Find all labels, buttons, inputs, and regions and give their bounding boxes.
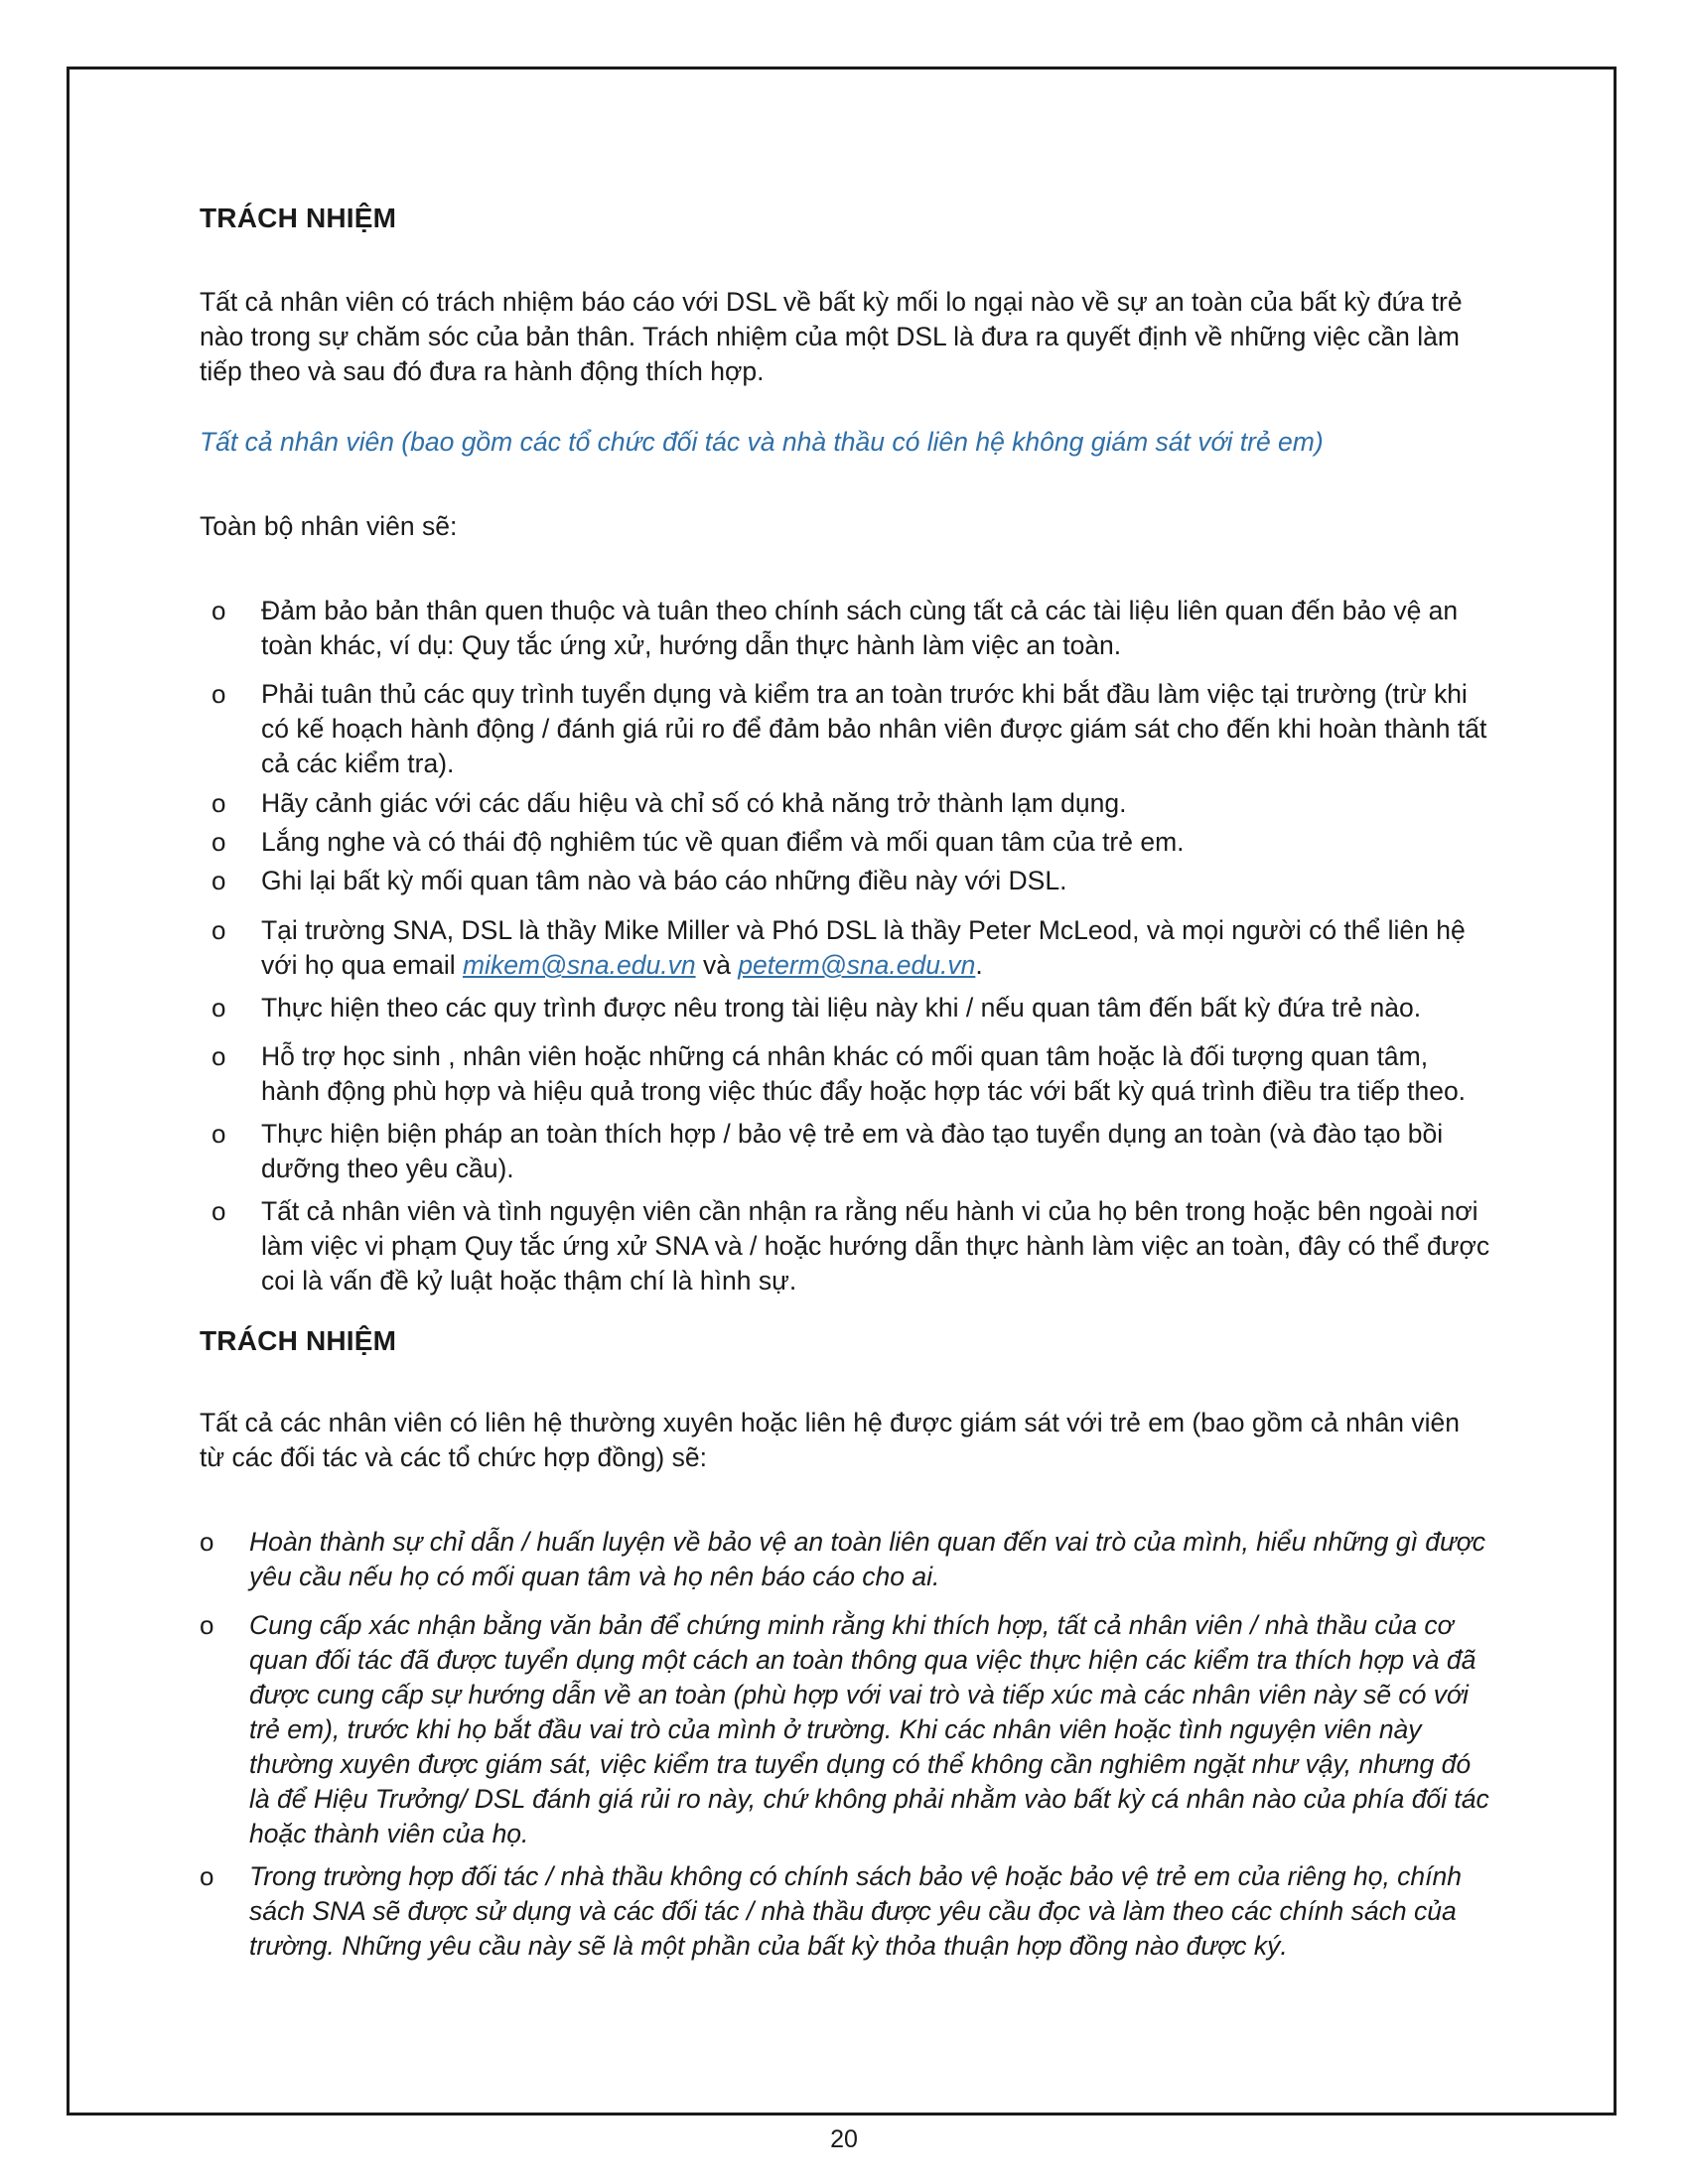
section-title: TRÁCH NHIỆM — [200, 1325, 397, 1356]
subheading-all-staff: Tất cả nhân viên (bao gồm các tổ chức đối tác và nhà thầu có liên hệ không giám sát với trẻ em) — [200, 427, 1324, 457]
list-item — [200, 825, 1490, 860]
bullet-marker: o — [211, 993, 226, 1023]
bullet-marker: o — [211, 866, 226, 895]
list-item-text: Ghi lại bất kỳ mối quan tâm nào và báo cáo những điều này với DSL. — [261, 866, 1067, 895]
page-number: 20 — [830, 2125, 858, 2153]
bullet-marker: o — [211, 596, 226, 625]
bullet-marker: o — [211, 788, 226, 818]
list-item-text: Hoàn thành sự chỉ dẫn / huấn luyện về bảo vệ an toàn liên quan đến vai trò của mình, hiểu những gì được yêu cầu nếu họ có mối quan tâm và họ nên báo cáo cho ai. — [249, 1527, 1486, 1591]
list-item — [200, 786, 1490, 821]
list-item — [200, 864, 1490, 898]
list-item — [200, 1859, 1490, 1964]
list-item-text: Thực hiện biện pháp an toàn thích hợp / bảo vệ trẻ em và đào tạo tuyển dụng an toàn (và đào tạo bồi dưỡng theo yêu cầu). — [261, 1119, 1444, 1183]
bullet-marker: o — [200, 1527, 214, 1557]
bullet-marker: o — [200, 1610, 214, 1640]
bullet-marker: o — [211, 1041, 226, 1071]
document-body — [200, 201, 1490, 1964]
bullet-marker: o — [200, 1861, 214, 1891]
list-item-text: Lắng nghe và có thái độ nghiêm túc về quan điểm và mối quan tâm của trẻ em. — [261, 827, 1185, 857]
contractor-duties-list — [200, 1525, 1490, 1964]
list-item — [200, 1117, 1490, 1186]
list-item — [200, 677, 1490, 781]
paragraph-intro: Tất cả nhân viên có trách nhiệm báo cáo với DSL về bất kỳ mối lo ngại nào về sự an toàn của bất kỳ đứa trẻ nào trong sự chăm sóc của bản thân. Trách nhiệm của một DSL là đưa ra quyết định về những việc cần làm tiếp theo và sau đó đưa ra hành động thích hợp. — [200, 287, 1463, 386]
list-item-text: Thực hiện theo các quy trình được nêu trong tài liệu này khi / nếu quan tâm đến bất kỳ đứa trẻ nào. — [261, 993, 1422, 1023]
bullet-marker: o — [211, 1196, 226, 1226]
list-item-text: Trong trường hợp đối tác / nhà thầu không có chính sách bảo vệ hoặc bảo vệ trẻ em của riêng họ, chính sách SNA sẽ được sử dụng và các đối tác / nhà thầu được yêu cầu đọc và làm theo các chính sách của trường. Những yêu cầu này sẽ là một phần của bất kỳ thỏa thuận hợp đồng nào được ký. — [249, 1861, 1462, 1961]
list-item-text: Cung cấp xác nhận bằng văn bản để chứng minh rằng khi thích hợp, tất cả nhân viên / nhà thầu của cơ quan đối tác đã được tuyển dụng một cách an toàn thông qua việc thực hiện các kiểm tra thích hợp và đã được cung cấp sự hướng dẫn về an toàn (phù hợp với vai trò và tiếp xúc mà các nhân viên này sẽ có với trẻ em), trước khi họ bắt đầu vai trò của mình ở trường. Khi các nhân viên hoặc tình nguyện viên này thường xuyên được giám sát, việc kiểm tra tuyển dụng có thể không cần nghiêm ngặt như vậy, nhưng đó là để Hiệu Trưởng/ DSL đánh giá rủi ro này, chứ không phải nhằm vào bất kỳ cá nhân nào của phía đối tác hoặc thành viên của họ. — [249, 1610, 1489, 1848]
contact-text: Tại trường SNA, DSL là thầy Mike Miller và Phó DSL là thầy Peter McLeod, và mọi người có thể liên hệ với họ qua email — [261, 915, 1466, 980]
email-link-mikem[interactable]: mikem@sna.edu.vn — [462, 950, 696, 980]
bullet-marker: o — [211, 679, 226, 709]
list-item-contact — [200, 913, 1490, 983]
bullet-marker: o — [211, 827, 226, 857]
list-item — [200, 1525, 1490, 1594]
bullet-marker: o — [211, 1119, 226, 1149]
list-item — [200, 1194, 1490, 1298]
section-title: TRÁCH NHIỆM — [200, 203, 397, 233]
list-item — [200, 991, 1490, 1025]
contact-text-end: . — [975, 950, 983, 980]
list-item — [200, 1608, 1490, 1851]
email-link-peterm[interactable]: peterm@sna.edu.vn — [738, 950, 976, 980]
contact-text-between: và — [695, 950, 739, 980]
staff-duties-list — [200, 594, 1490, 1298]
list-item — [200, 1039, 1490, 1109]
list-item-text: Phải tuân thủ các quy trình tuyển dụng và kiểm tra an toàn trước khi bắt đầu làm việc tại trường (trừ khi có kế hoạch hành động / đánh giá rủi ro để đảm bảo nhân viên được giám sát cho đến khi hoàn thành tất cả các kiểm tra). — [261, 679, 1487, 778]
list-item — [200, 594, 1490, 663]
paragraph-lead: Toàn bộ nhân viên sẽ: — [200, 511, 458, 541]
list-item-text: Hãy cảnh giác với các dấu hiệu và chỉ số có khả năng trở thành lạm dụng. — [261, 788, 1127, 818]
list-item-text: Đảm bảo bản thân quen thuộc và tuân theo chính sách cùng tất cả các tài liệu liên quan đến bảo vệ an toàn khác, ví dụ: Quy tắc ứng xử, hướng dẫn thực hành làm việc an toàn. — [261, 596, 1459, 660]
list-item-text: Tất cả nhân viên và tình nguyện viên cần nhận ra rằng nếu hành vi của họ bên trong hoặc bên ngoài nơi làm việc vi phạm Quy tắc ứng xử SNA và / hoặc hướng dẫn thực hành làm việc an toàn, đây có thể được coi là vấn đề kỷ luật hoặc thậm chí là hình sự. — [261, 1196, 1490, 1296]
paragraph-intro: Tất cả các nhân viên có liên hệ thường xuyên hoặc liên hệ được giám sát với trẻ em (bao gồm cả nhân viên từ các đối tác và các tổ chức hợp đồng) sẽ: — [200, 1408, 1461, 1472]
list-item-text: Hỗ trợ học sinh , nhân viên hoặc những cá nhân khác có mối quan tâm hoặc là đối tượng quan tâm, hành động phù hợp và hiệu quả trong việc thúc đẩy hoặc hợp tác với bất kỳ quá trình điều tra tiếp theo. — [261, 1041, 1467, 1106]
bullet-marker: o — [211, 915, 226, 945]
